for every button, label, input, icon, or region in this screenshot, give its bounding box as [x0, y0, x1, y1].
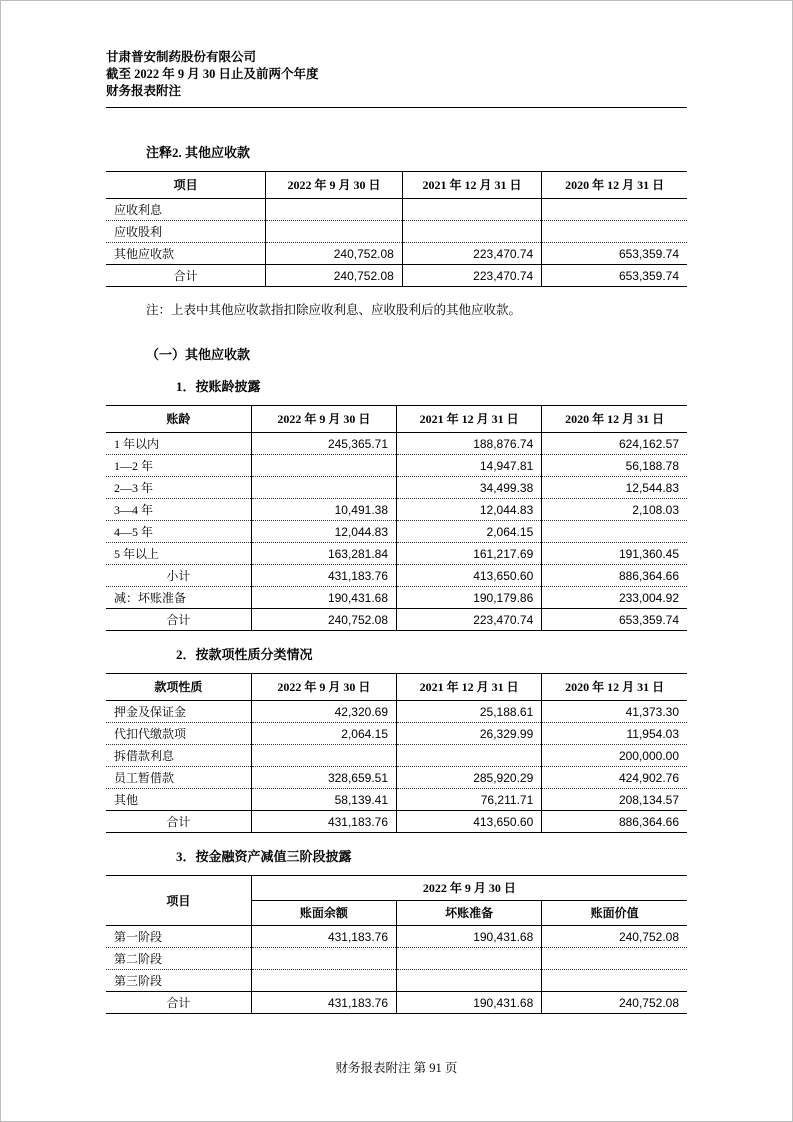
row-label: 合计 — [173, 268, 198, 283]
row-label: 1 年以内 — [114, 436, 160, 451]
value-cell: 240,752.08 — [251, 609, 396, 631]
row-label: 4—5 年 — [114, 524, 154, 539]
value-cell: 2,064.15 — [251, 723, 396, 745]
value-cell: 223,470.74 — [397, 609, 542, 631]
table-header-row — [106, 172, 687, 199]
table-row — [106, 970, 687, 992]
value-cell: 431,183.76 — [251, 926, 396, 948]
value-cell — [542, 521, 687, 543]
value-cell: 886,364.66 — [542, 565, 687, 587]
value-cell: 653,359.74 — [542, 243, 687, 265]
column-header: 账龄 — [106, 406, 251, 433]
value-cell: 188,876.74 — [397, 433, 542, 455]
table-row — [106, 767, 687, 789]
value-cell: 285,920.29 — [397, 767, 542, 789]
value-cell: 10,491.38 — [251, 499, 396, 521]
row-label: 拆借款利息 — [114, 748, 175, 763]
value-cell: 12,044.83 — [251, 521, 396, 543]
value-cell: 163,281.84 — [251, 543, 396, 565]
value-cell: 431,183.76 — [251, 992, 396, 1014]
table-header-row — [106, 406, 687, 433]
value-cell: 34,499.38 — [397, 477, 542, 499]
value-cell: 208,134.57 — [542, 789, 687, 811]
table-row — [106, 543, 687, 565]
table-row — [106, 521, 687, 543]
value-cell: 240,752.08 — [266, 265, 403, 287]
value-cell: 12,544.83 — [542, 477, 687, 499]
value-cell: 653,359.74 — [542, 609, 687, 631]
value-cell — [266, 221, 403, 243]
column-header: 2021 年 12 月 31 日 — [397, 406, 542, 433]
row-label: 第三阶段 — [114, 973, 163, 988]
report-header — [106, 49, 687, 108]
aging-table — [106, 405, 687, 631]
column-header: 款项性质 — [106, 674, 251, 701]
column-header: 项目 — [106, 876, 251, 926]
value-cell — [397, 970, 542, 992]
value-cell: 191,360.45 — [542, 543, 687, 565]
table-row — [106, 433, 687, 455]
table-row — [106, 499, 687, 521]
value-cell — [402, 199, 541, 221]
row-label: 第一阶段 — [114, 929, 163, 944]
note2-title: 注释2. 其他应收款 — [146, 145, 251, 160]
value-cell — [402, 221, 541, 243]
row-label: 2—3 年 — [114, 480, 154, 495]
row-label: 第二阶段 — [114, 951, 163, 966]
subsection-title-stage: 3．按金融资产减值三阶段披露 — [176, 849, 352, 864]
row-label: 其他应收款 — [114, 246, 175, 261]
value-cell: 200,000.00 — [542, 745, 687, 767]
table-row — [106, 745, 687, 767]
value-cell: 41,373.30 — [542, 701, 687, 723]
section-title: （一）其他应收款 — [146, 347, 251, 362]
value-cell: 624,162.57 — [542, 433, 687, 455]
report-period: 截至 2022 年 9 月 30 日止及前两个年度 — [106, 67, 319, 81]
value-cell — [542, 970, 687, 992]
table-row — [106, 455, 687, 477]
value-cell: 42,320.69 — [251, 701, 396, 723]
table-header-row — [106, 876, 687, 901]
total-row — [106, 811, 687, 833]
value-cell: 233,004.92 — [542, 587, 687, 609]
value-cell — [397, 948, 542, 970]
value-cell: 245,365.71 — [251, 433, 396, 455]
header-divider — [106, 107, 687, 108]
company-name: 甘肃普安制药股份有限公司 — [106, 50, 257, 64]
value-cell: 26,329.99 — [397, 723, 542, 745]
row-label: 员工暂借款 — [114, 770, 175, 785]
column-header: 账面价值 — [542, 901, 687, 926]
row-label: 代扣代缴款项 — [114, 726, 187, 741]
value-cell: 190,179.86 — [397, 587, 542, 609]
value-cell — [397, 745, 542, 767]
value-cell: 653,359.74 — [542, 265, 687, 287]
document-title: 财务报表附注 — [106, 84, 182, 98]
value-cell: 190,431.68 — [251, 587, 396, 609]
subsection-title-aging: 1．按账龄披露 — [176, 379, 261, 394]
column-header: 2022 年 9 月 30 日 — [251, 406, 396, 433]
value-cell: 76,211.71 — [397, 789, 542, 811]
nature-table — [106, 673, 687, 833]
table-row — [106, 789, 687, 811]
value-cell: 240,752.08 — [542, 926, 687, 948]
row-label: 押金及保证金 — [114, 704, 187, 719]
table-row — [106, 221, 687, 243]
table-row — [106, 701, 687, 723]
total-row — [106, 609, 687, 631]
value-cell: 240,752.08 — [542, 992, 687, 1014]
summary-table — [106, 171, 687, 287]
value-cell: 886,364.66 — [542, 811, 687, 833]
row-label: 其他 — [114, 792, 139, 807]
table-row — [106, 948, 687, 970]
row-label: 5 年以上 — [114, 546, 160, 561]
value-cell: 14,947.81 — [397, 455, 542, 477]
page-content — [1, 1, 792, 1077]
value-cell — [251, 477, 396, 499]
value-cell — [251, 948, 396, 970]
value-cell: 2,108.03 — [542, 499, 687, 521]
value-cell: 190,431.68 — [397, 992, 542, 1014]
value-cell: 240,752.08 — [266, 243, 403, 265]
column-header: 2022 年 9 月 30 日 — [251, 674, 396, 701]
table-row — [106, 199, 687, 221]
row-label: 应收股利 — [114, 224, 163, 239]
total-row — [106, 992, 687, 1014]
value-cell — [542, 199, 687, 221]
column-header-date: 2022 年 9 月 30 日 — [251, 876, 687, 901]
row-label: 小计 — [166, 568, 191, 583]
row-label: 合计 — [166, 612, 191, 627]
value-cell: 2,064.15 — [397, 521, 542, 543]
value-cell: 11,954.03 — [542, 723, 687, 745]
column-header: 2020 年 12 月 31 日 — [542, 406, 687, 433]
column-header: 项目 — [106, 172, 266, 199]
page-footer: 财务报表附注 第 91 页 — [335, 1061, 458, 1075]
column-header: 2020 年 12 月 31 日 — [542, 172, 687, 199]
row-label: 减：坏账准备 — [114, 590, 187, 605]
row-label: 应收利息 — [114, 202, 163, 217]
value-cell — [542, 948, 687, 970]
value-cell — [542, 221, 687, 243]
value-cell: 12,044.83 — [397, 499, 542, 521]
value-cell — [251, 455, 396, 477]
value-cell: 56,188.78 — [542, 455, 687, 477]
column-header: 2022 年 9 月 30 日 — [266, 172, 403, 199]
subtotal-row — [106, 565, 687, 587]
value-cell — [251, 970, 396, 992]
table-row — [106, 723, 687, 745]
row-label: 3—4 年 — [114, 502, 154, 517]
value-cell: 190,431.68 — [397, 926, 542, 948]
value-cell: 161,217.69 — [397, 543, 542, 565]
value-cell: 424,902.76 — [542, 767, 687, 789]
column-header: 账面余额 — [251, 901, 396, 926]
value-cell — [266, 199, 403, 221]
value-cell: 223,470.74 — [402, 265, 541, 287]
column-header: 2021 年 12 月 31 日 — [402, 172, 541, 199]
value-cell: 431,183.76 — [251, 565, 396, 587]
row-label: 合计 — [166, 995, 191, 1010]
table-row — [106, 477, 687, 499]
value-cell: 223,470.74 — [402, 243, 541, 265]
row-label: 合计 — [166, 814, 191, 829]
column-header: 2021 年 12 月 31 日 — [397, 674, 542, 701]
value-cell: 413,650.60 — [397, 565, 542, 587]
impairment-stage-table — [106, 875, 687, 1014]
value-cell: 58,139.41 — [251, 789, 396, 811]
value-cell — [251, 745, 396, 767]
subsection-title-nature: 2．按款项性质分类情况 — [176, 647, 313, 662]
row-label: 1—2 年 — [114, 458, 154, 473]
value-cell: 328,659.51 — [251, 767, 396, 789]
table-row — [106, 926, 687, 948]
value-cell: 413,650.60 — [397, 811, 542, 833]
table-footnote: 注：上表中其他应收款指扣除应收利息、应收股利后的其他应收款。 — [146, 303, 522, 317]
table-header-row — [106, 674, 687, 701]
table-row — [106, 243, 687, 265]
total-row — [106, 265, 687, 287]
value-cell: 431,183.76 — [251, 811, 396, 833]
table-row — [106, 587, 687, 609]
value-cell: 25,188.61 — [397, 701, 542, 723]
column-header: 2020 年 12 月 31 日 — [542, 674, 687, 701]
column-header: 坏账准备 — [397, 901, 542, 926]
